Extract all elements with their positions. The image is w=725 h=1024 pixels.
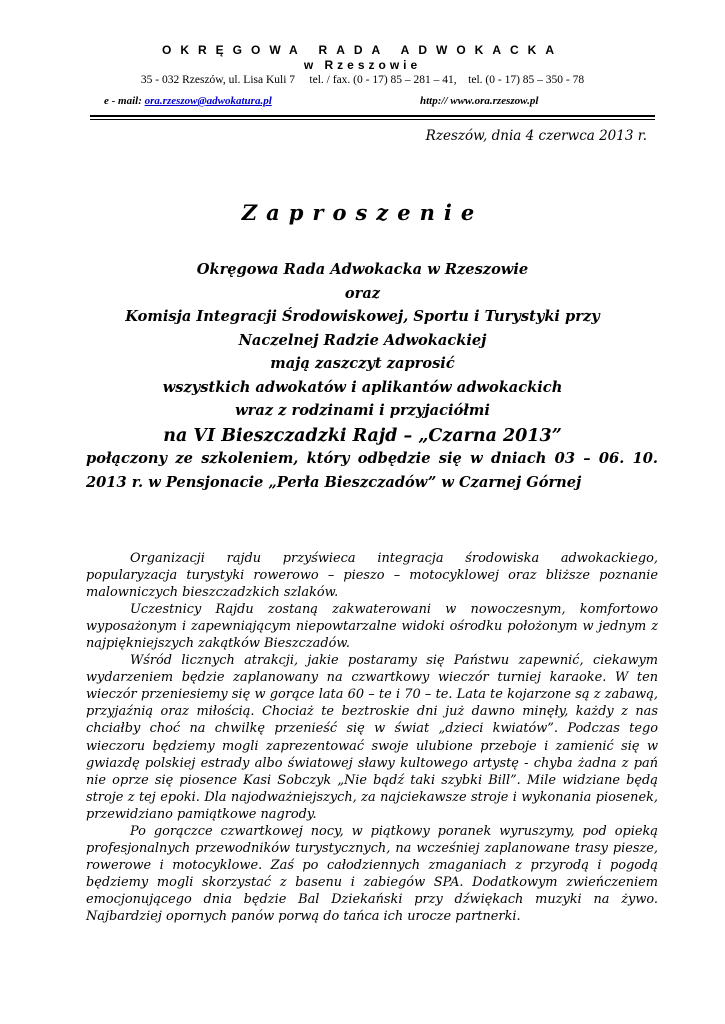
event-title: na VI Bieszczadzki Rajd – „Czarna 2013”	[163, 425, 562, 446]
date-line: Rzeszów, dnia 4 czerwca 2013 r.	[425, 128, 647, 144]
body-paragraph: Uczestnicy Rajdu zostaną zakwaterowani w nowoczesnym, komfortowo wyposażonym i zapewniającym niepowtarzalne widoki ośrodku położonym w jednym z najpiękniejszych zakątków Bieszczadów.	[86, 602, 658, 652]
body-paragraph: Wśród licznych atrakcji, jakie postaramy się Państwu zapewnić, ciekawym wydarzeniem będzie zaplanowany na czwartkowy wieczór turniej karaoke. W ten wieczór przeniesiemy się w gorące lata 60 – te i 70 – te. Lata te kojarzone są z zabawą, przyjaźnią oraz miłością. Chociaż te beztroskie dni już dawno minęły, każdy z nas chciałby choć na chwilkę przenieść się w świat „dzieci kwiatów”. Podczas tego wieczoru będziemy mogli zaprezentować swoje ulubione przeboje i zamienić się w gwiazdę polskiej estrady albo światowej sławy kultowego artystę - chyba żadna z pań nie oprze się piosence Kasi Sobczyk „Nie bądź taki szybki Bill”. Mile widziane będą stroje z tej epoki. Dla najodważniejszych, za najciekawsze stroje i wykonania piosenek, przewidziano pamiątkowe nagrody.	[86, 653, 658, 822]
center-line-honor: mają zaszczyt zaprosić	[270, 355, 455, 372]
center-line-conjunction: oraz	[344, 284, 381, 302]
center-line-commission: Komisja Integracji Środowiskowej, Sportu i Turystyki przy	[125, 308, 600, 325]
org-city: w Rzeszowie	[303, 58, 422, 72]
center-line-council: Naczelnej Radzie Adwokackiej	[238, 331, 487, 349]
center-line-audience: wszystkich adwokatów i aplikantów adwokackich	[162, 378, 563, 396]
invitation-title: Zaproszenie	[241, 200, 484, 225]
center-line-organizer: Okręgowa Rada Adwokacka w Rzeszowie	[196, 261, 529, 278]
invitation-center-block	[60, 258, 665, 449]
website-link[interactable]: http:// www.ora.rzeszow.pl	[420, 95, 539, 107]
body-paragraph: Po gorączce czwartkowej nocy, w piątkowy poranek wyruszymy, pod opieką profesjonalnych przewodników turystycznych, na wcześniej zaplanowane trasy piesze, rowerowe i motocyklowe. Zaś po całodziennych zmaganiach z przyrodą i pogodą będziemy mogli skorzystać z basenu i zabiegów SPA. Dodatkowym zwieńczeniem emocjonującego dnia będzie Bal Dziekański przy dźwiękach muzyki na żywo. Najbardziej opornych panów porwą do tańca ich urocze partnerki.	[86, 823, 658, 924]
header-rule-thick	[90, 115, 655, 117]
email-label: e - mail:	[104, 95, 145, 107]
body-text	[86, 550, 658, 925]
center-line-families: wraz z rodzinami i przyjaciółmi	[235, 402, 490, 419]
event-details: połączony ze szkoleniem, który odbędzie się w dniach 03 – 06. 10. 2013 r. w Pensjonacie „Perła Bieszczadów” w Czarnej Górnej	[86, 450, 658, 491]
address-line: 35 - 032 Rzeszów, ul. Lisa Kuli 7 tel. / fax. (0 - 17) 85 – 281 – 41, tel. (0 - 17) 85 – 350 - 78	[140, 74, 585, 86]
org-name: OKRĘGOWA RADA ADWOKACKA	[162, 43, 563, 57]
header-rule-thin	[90, 119, 655, 120]
contact-email	[104, 95, 272, 107]
email-link[interactable]: ora.rzeszow@adwokatura.pl	[144, 95, 272, 107]
body-paragraph: Organizacji rajdu przyświeca integracja środowiska adwokackiego, popularyzacja turystyki rowerowo – pieszo – motocyklowej oraz bliższe poznanie malowniczych bieszczadzkich szlaków.	[86, 551, 658, 601]
